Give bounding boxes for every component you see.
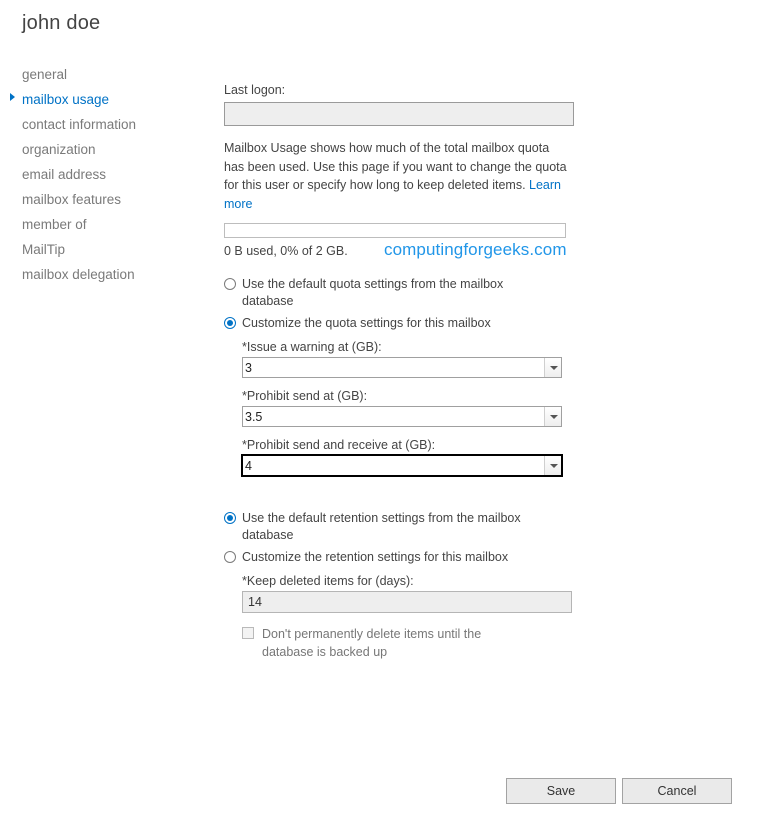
last-logon-label: Last logon: <box>224 83 286 97</box>
sidebar-item-general[interactable] <box>10 62 210 87</box>
radio-icon[interactable] <box>224 512 236 524</box>
prohibit-send-receive-select[interactable] <box>242 455 562 476</box>
quota-custom-label: Customize the quota settings for this mailbox <box>242 316 491 330</box>
radio-icon[interactable] <box>224 278 236 290</box>
quota-usage-progressbar <box>224 223 566 238</box>
cancel-button[interactable]: Cancel <box>622 778 732 804</box>
section-spacer <box>224 487 744 510</box>
usage-description-text: Mailbox Usage shows how much of the total mailbox quota has been used. Use this page if you want to change the quota for this user or specify how long to keep deleted items. <box>224 141 567 192</box>
usage-description <box>224 139 569 213</box>
selected-arrow-icon <box>10 93 15 101</box>
main-content <box>224 82 744 661</box>
sidebar-item-label: mailbox delegation <box>22 267 135 282</box>
quota-fields <box>242 340 744 476</box>
sidebar-item-label: member of <box>22 217 87 232</box>
learn-more-link[interactable]: Learn more <box>224 178 562 211</box>
sidebar-item-label: general <box>22 67 68 82</box>
sidebar-item-label: contact information <box>22 117 137 132</box>
sidebar-nav <box>10 62 210 287</box>
retention-custom-radio-row[interactable] <box>224 549 554 566</box>
last-logon-field <box>224 102 574 126</box>
retention-default-radio-row[interactable] <box>224 510 554 544</box>
checkbox-icon[interactable] <box>242 627 254 639</box>
sidebar-item-label: email address <box>22 167 107 182</box>
usage-summary-text: 0 B used, 0% of 2 GB. <box>224 244 348 258</box>
quota-default-label: Use the default quota settings from the mailbox database <box>242 277 504 308</box>
prohibit-send-select[interactable] <box>242 406 562 427</box>
footer-actions <box>0 778 768 828</box>
sidebar-item-mailtip[interactable] <box>10 237 210 262</box>
sidebar-item-label: mailbox features <box>22 192 122 207</box>
quota-custom-radio-row[interactable] <box>224 315 554 332</box>
radio-icon[interactable] <box>224 317 236 329</box>
sidebar-item-label: mailbox usage <box>22 92 110 107</box>
issue-warning-select[interactable] <box>242 357 562 378</box>
sidebar-item-label: organization <box>22 142 96 157</box>
sidebar-item-email-address[interactable] <box>10 162 210 187</box>
quota-default-radio-row[interactable] <box>224 276 554 310</box>
page-title: john doe <box>22 12 101 34</box>
retention-custom-label: Customize the retention settings for this mailbox <box>242 550 509 564</box>
issue-warning-label: *Issue a warning at (GB): <box>242 340 382 354</box>
usage-summary <box>224 240 744 264</box>
sidebar-item-mailbox-features[interactable] <box>10 187 210 212</box>
watermark-text: computingforgeeks.com <box>384 240 567 259</box>
keep-deleted-items-input[interactable] <box>242 591 572 613</box>
issue-warning-select-wrap[interactable] <box>242 357 562 378</box>
sidebar-item-mailbox-delegation[interactable] <box>10 262 210 287</box>
sidebar-item-mailbox-usage[interactable] <box>10 87 210 112</box>
keep-deleted-items-label: *Keep deleted items for (days): <box>242 574 414 588</box>
sidebar-item-label: MailTip <box>22 242 66 257</box>
prohibit-send-receive-label: *Prohibit send and receive at (GB): <box>242 438 436 452</box>
retention-fields <box>242 574 744 625</box>
prohibit-send-label: *Prohibit send at (GB): <box>242 389 368 403</box>
prohibit-send-receive-select-wrap[interactable] <box>242 455 562 476</box>
dont-permanently-delete-label: Don't permanently delete items until the database is backed up <box>262 627 482 659</box>
radio-icon[interactable] <box>224 551 236 563</box>
dont-permanently-delete-row[interactable] <box>242 625 522 661</box>
sidebar-item-organization[interactable] <box>10 137 210 162</box>
retention-default-label: Use the default retention settings from the mailbox database <box>242 511 521 542</box>
sidebar-item-member-of[interactable] <box>10 212 210 237</box>
prohibit-send-select-wrap[interactable] <box>242 406 562 427</box>
save-button[interactable]: Save <box>506 778 616 804</box>
sidebar-item-contact-information[interactable] <box>10 112 210 137</box>
